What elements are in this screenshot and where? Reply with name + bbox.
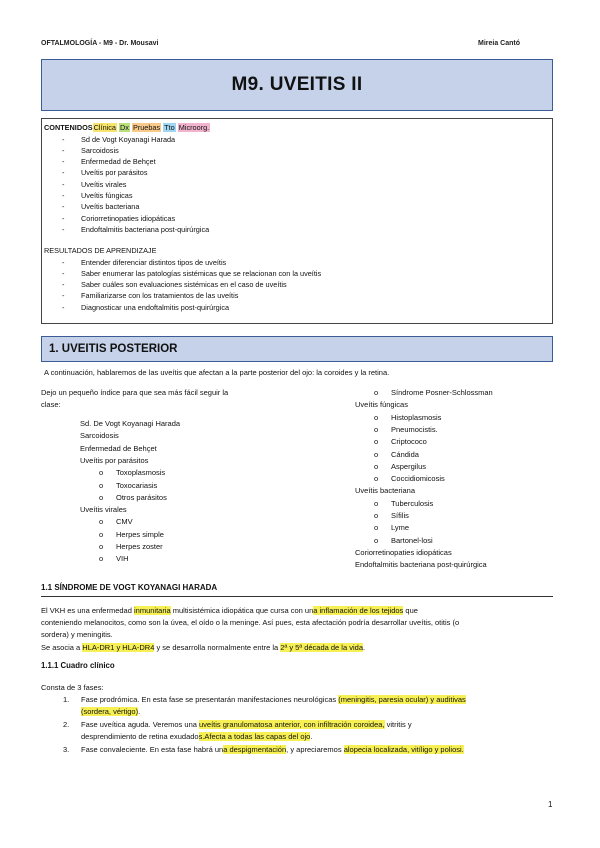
phase-text: . bbox=[310, 732, 313, 741]
list-item: Familiarizarse con los tratamientos de las uveítis bbox=[81, 291, 239, 301]
circle-bullet: o bbox=[99, 542, 104, 551]
phase-2-number: 2. bbox=[63, 720, 70, 729]
list-item: Diagnosticar una endoftalmitis post-quirúrgica bbox=[81, 302, 230, 312]
contents-label: CONTENIDOS bbox=[44, 123, 93, 132]
phase-text: Fase uveítica aguda. Veremos una bbox=[81, 720, 199, 729]
circle-bullet: o bbox=[99, 480, 104, 490]
dash-bullet: - bbox=[62, 257, 65, 267]
page-title: M9. UVEITIS II bbox=[231, 74, 363, 95]
dash-bullet: - bbox=[62, 213, 65, 223]
circle-bullet: o bbox=[374, 511, 379, 520]
hla-text: Se asocia a bbox=[41, 643, 83, 652]
vkh-text: El VKH es una enfermedad bbox=[41, 606, 134, 615]
section-1-1-1-title: 1.1.1 Cuadro clínico bbox=[41, 661, 115, 670]
phase-1-highlight-2: (sordera, vértigo) bbox=[81, 707, 139, 716]
contents-tag: Dx bbox=[120, 123, 129, 132]
phase-1-line1 bbox=[81, 694, 466, 706]
circle-bullet: o bbox=[374, 535, 379, 545]
list-item: Entender diferenciar distintos tipos de uveítis bbox=[81, 257, 227, 267]
circle-bullet: o bbox=[99, 554, 104, 564]
circle-bullet: o bbox=[374, 412, 379, 422]
vkh-paragraph-line2: conteniendo melanocitos, como son la úvea, el oído o la meninge. Así pues, esta afectación podría desarrollar uveítis, otitis (o bbox=[41, 618, 460, 627]
vkh-highlight-inflammation: a inflamación de los tejidos bbox=[313, 606, 404, 615]
index-text-line2: clase: bbox=[41, 400, 61, 409]
phase-3-highlight-2: alopecia localizada, vitíligo y poliosi. bbox=[343, 745, 464, 754]
age-highlight: 2ª y 5ª década de la vida bbox=[280, 643, 363, 652]
list-item: Sarcoidosis bbox=[81, 145, 119, 155]
index-item: Cándida bbox=[391, 449, 419, 459]
section-1-header bbox=[41, 336, 553, 362]
circle-bullet: o bbox=[374, 523, 379, 533]
list-item: Coriorretinopaties idiopáticas bbox=[81, 213, 176, 223]
circle-bullet: o bbox=[374, 424, 379, 434]
list-item: Sd de Vogt Koyanagi Harada bbox=[81, 134, 176, 144]
index-item: Herpes zoster bbox=[116, 542, 163, 551]
index-item: Uveítis fúngicas bbox=[355, 400, 408, 410]
circle-bullet: o bbox=[99, 517, 104, 527]
hla-text: y se desarrolla normalmente entre la bbox=[154, 643, 281, 652]
section-1-1-rule bbox=[41, 596, 553, 597]
index-item: Uveítis por parásitos bbox=[80, 455, 149, 465]
circle-bullet: o bbox=[99, 529, 104, 539]
dash-bullet: - bbox=[62, 157, 65, 167]
list-item: Enfermedad de Behçet bbox=[81, 157, 156, 167]
results-label: RESULTADOS DE APRENDIZAJE bbox=[44, 246, 157, 255]
list-item: Uveítis bacteriana bbox=[81, 202, 140, 212]
phase-1-line2 bbox=[81, 706, 140, 718]
index-item: Criptococo bbox=[391, 437, 427, 447]
list-item: Uveítis virales bbox=[81, 179, 127, 189]
vkh-paragraph-line1 bbox=[41, 605, 553, 617]
index-item: Herpes simple bbox=[116, 529, 164, 539]
contents-tag: Pruebas bbox=[132, 123, 161, 132]
index-item: Lyme bbox=[391, 523, 410, 533]
hla-text: . bbox=[363, 643, 366, 652]
index-item: Aspergilus bbox=[391, 461, 427, 471]
dash-bullet: - bbox=[62, 168, 65, 178]
index-item: Uveítis bacteriana bbox=[355, 486, 416, 496]
dash-bullet: - bbox=[62, 268, 65, 278]
circle-bullet: o bbox=[374, 437, 379, 447]
hla-highlight: HLA-DR1 y HLA-DR4 bbox=[82, 643, 155, 652]
phase-text: desprendimiento de retina exudado bbox=[81, 732, 199, 741]
index-item: Sarcoidosis bbox=[80, 431, 119, 441]
index-item: Histoplasmosis bbox=[391, 412, 442, 422]
index-item: Síndrome Posner-Schlossman bbox=[391, 388, 493, 397]
phase-2-line1 bbox=[81, 719, 412, 731]
index-item: Bartonel-losi bbox=[391, 535, 433, 545]
phases-intro: Consta de 3 fases: bbox=[41, 683, 104, 692]
list-item: Uveítis por parásitos bbox=[81, 168, 148, 178]
dash-bullet: - bbox=[62, 224, 65, 234]
phase-3-number: 3. bbox=[63, 745, 70, 754]
list-item: Saber enumerar las patologías sistémicas que se relacionan con la uveítis bbox=[81, 268, 322, 278]
dash-bullet: - bbox=[62, 145, 65, 155]
header-course: OFTALMOLOGÍA - M9 - Dr. Mousavi bbox=[41, 40, 159, 47]
dash-bullet: - bbox=[62, 191, 65, 200]
dash-bullet: - bbox=[62, 302, 65, 312]
vkh-text: multisistémica idiopática que cursa con un bbox=[170, 606, 314, 615]
index-item: CMV bbox=[116, 517, 133, 527]
circle-bullet: o bbox=[99, 468, 104, 478]
phase-text: Fase convaleciente. En esta fase habrá un bbox=[81, 745, 224, 754]
index-item: Toxocariasis bbox=[116, 480, 158, 490]
phase-2-line2 bbox=[81, 731, 312, 743]
section-1-intro: A continuación, hablaremos de las uveítis que afectan a la parte posterior del ojo: la coroides y la retina. bbox=[44, 368, 390, 377]
circle-bullet: o bbox=[374, 498, 379, 508]
contents-tags bbox=[93, 123, 211, 132]
page-number: 1 bbox=[548, 800, 553, 809]
circle-bullet: o bbox=[374, 388, 379, 397]
index-item: Otros parásitos bbox=[116, 492, 167, 502]
list-item: Endoftalmitis bacteriana post-quirúrgica bbox=[81, 224, 210, 234]
index-item: Uveítis virales bbox=[80, 505, 127, 515]
phase-text: . bbox=[138, 707, 141, 716]
phase-3-line bbox=[81, 744, 464, 756]
dash-bullet: - bbox=[62, 134, 65, 144]
contents-tag: Clínica bbox=[93, 123, 116, 132]
contents-tag: Tto bbox=[164, 123, 175, 132]
phase-text: Fase prodrómica. En esta fase se presentarán manifestaciones neurológicas bbox=[81, 695, 339, 704]
circle-bullet: o bbox=[374, 461, 379, 471]
circle-bullet: o bbox=[99, 492, 104, 502]
header-author: Mireia Cantó bbox=[478, 40, 521, 47]
phase-text: vitritis y bbox=[384, 720, 412, 729]
vkh-hla-line bbox=[41, 642, 365, 654]
phase-3-highlight: a despigmentación bbox=[223, 745, 287, 754]
phase-1-highlight: (meningitis, paresia ocular) y auditivas bbox=[338, 695, 466, 704]
index-item: Toxoplasmosis bbox=[116, 468, 166, 478]
index-item: Coriorretinopaties idiopáticas bbox=[355, 547, 452, 557]
circle-bullet: o bbox=[374, 474, 379, 484]
index-item: Sd. De Vogt Koyanagi Harada bbox=[80, 419, 181, 428]
contents-tag: Microorg. bbox=[178, 123, 210, 132]
index-item: Endoftalmitis bacteriana post-quirúrgica bbox=[355, 560, 487, 570]
index-item: Enfermedad de Behçet bbox=[80, 443, 157, 453]
index-item: Tuberculosis bbox=[391, 498, 434, 508]
dash-bullet: - bbox=[62, 202, 65, 212]
phase-2-highlight: uveítis granulomatosa anterior, con infiltración coroidea, bbox=[199, 720, 385, 729]
phase-1-number: 1. bbox=[63, 695, 70, 704]
index-text-line1: Dejo un pequeño índice para que sea más fácil seguir la bbox=[41, 388, 229, 397]
phase-2-highlight-2: s.Afecta a todas las capas del ojo bbox=[198, 732, 311, 741]
dash-bullet: - bbox=[62, 280, 65, 290]
section-1-title: 1. UVEITIS POSTERIOR bbox=[49, 343, 178, 355]
section-1-1-title: 1.1 SÍNDROME DE VOGT KOYANAGI HARADA bbox=[41, 583, 218, 592]
index-item: Pneumocistis. bbox=[391, 424, 438, 434]
vkh-highlight-immune: inmunitaria bbox=[133, 606, 171, 615]
phase-text: , y apreciaremos bbox=[286, 745, 344, 754]
list-item: Saber cuáles son evaluaciones sistémicas en el caso de uveítis bbox=[81, 280, 287, 290]
vkh-paragraph-line3: sordera) y meningitis. bbox=[41, 630, 113, 639]
index-item: VIH bbox=[116, 554, 129, 564]
dash-bullet: - bbox=[62, 291, 65, 301]
dash-bullet: - bbox=[62, 179, 65, 189]
index-item: Sífilis bbox=[391, 511, 409, 520]
vkh-text: que bbox=[403, 606, 418, 615]
index-item: Coccidiomicosis bbox=[391, 474, 445, 484]
circle-bullet: o bbox=[374, 449, 379, 459]
list-item: Uveítis fúngicas bbox=[81, 191, 133, 200]
title-box bbox=[41, 59, 553, 111]
contents-header bbox=[44, 122, 210, 133]
